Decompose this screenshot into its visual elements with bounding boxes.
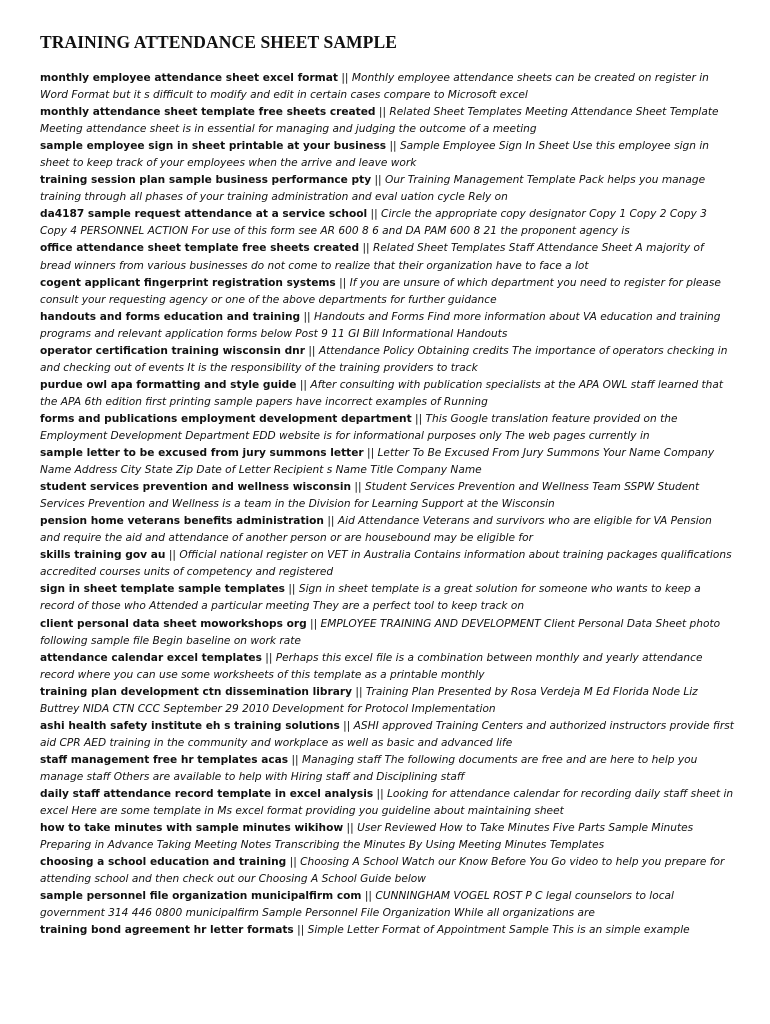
entry-term[interactable]: staff management free hr templates acas [40, 753, 289, 766]
entry-term[interactable]: purdue owl apa formatting and style guide [40, 378, 297, 391]
list-item [40, 275, 735, 309]
entry-description: After consulting with publication specialists at the APA OWL staff learned that the APA 6th edition first printing sample papers have incorrect examples of Running [40, 378, 724, 408]
entry-term[interactable]: operator certification training wisconsin dnr [40, 344, 305, 357]
entry-separator: || [327, 515, 335, 528]
entry-separator: || [364, 890, 372, 903]
list-item [40, 820, 735, 854]
entry-separator: || [415, 412, 423, 425]
entry-separator: || [297, 924, 305, 937]
document-page [40, 32, 735, 939]
entry-description: Choosing A School Watch our Know Before You Go video to help you prepare for attending school and then check out our Choosing A School Guide below [40, 856, 725, 886]
list-item [40, 240, 735, 274]
entry-list [40, 70, 735, 939]
entry-term[interactable]: sign in sheet template sample templates [40, 583, 285, 596]
entry-term[interactable]: attendance calendar excel templates [40, 651, 262, 664]
entry-separator: || [355, 685, 363, 698]
entry-separator: || [265, 651, 273, 664]
entry-description: Handouts and Forms Find more information about VA education and training programs and relevant application forms below Post 9 11 GI Bill Informational Handouts [40, 310, 721, 340]
entry-term[interactable]: training plan development ctn dissemination library [40, 685, 353, 698]
entry-description: If you are unsure of which department you need to register for please consult your requesting agency or one of the above departments for further guidance [40, 276, 721, 306]
list-item [40, 650, 735, 684]
entry-term[interactable]: monthly attendance sheet template free sheets created [40, 106, 376, 119]
entry-term[interactable]: sample employee sign in sheet printable at your business [40, 140, 387, 153]
list-item [40, 752, 735, 786]
entry-term[interactable]: pension home veterans benefits administration [40, 515, 324, 528]
entry-separator: || [341, 72, 349, 84]
entry-description: This Google translation feature provided on the Employment Development Department EDD website is for informational purposes only The web pages currently in [40, 412, 678, 442]
list-item [40, 888, 735, 922]
entry-description: Sample Employee Sign In Sheet Use this employee sign in sheet to keep track of your employees when the arrive and leave work [40, 140, 709, 170]
list-item [40, 309, 735, 343]
entry-term[interactable]: forms and publications employment development department [40, 412, 412, 425]
entry-description: ASHI approved Training Centers and authorized instructors provide first aid CPR AED training in the community and workplace as well as basic and advanced life [40, 719, 734, 749]
list-item [40, 206, 735, 240]
entry-description: Attendance Policy Obtaining credits The importance of operators checking in and checking out of events It is the responsibility of the training providers to track [40, 344, 728, 374]
list-item [40, 854, 735, 888]
list-item [40, 684, 735, 718]
list-item [40, 377, 735, 411]
entry-separator: || [303, 310, 311, 323]
entry-term[interactable]: client personal data sheet moworkshops org [40, 617, 307, 630]
list-item [40, 616, 735, 650]
list-item [40, 172, 735, 206]
entry-separator: || [346, 822, 354, 835]
entry-term[interactable]: cogent applicant fingerprint registration systems [40, 276, 336, 289]
entry-description: Simple Letter Format of Appointment Sample This is an simple example [307, 924, 690, 937]
entry-description: Student Services Prevention and Wellness Team SSPW Student Services Prevention and Wellness is a team in the Division for Learning Support at the Wisconsin [40, 481, 700, 511]
list-item [40, 581, 735, 615]
entry-separator: || [343, 719, 351, 732]
entry-separator: || [310, 617, 318, 630]
entry-separator: || [370, 208, 378, 221]
entry-description: Monthly employee attendance sheets can be created on register in Word Format but it s difficult to modify and edit in certain cases compare to Microsoft excel [40, 72, 709, 102]
entry-separator: || [308, 344, 316, 357]
entry-separator: || [367, 447, 375, 460]
entry-description: CUNNINGHAM VOGEL ROST P C legal counselors to local government 314 446 0800 municipalfirm Sample Personnel File Organization While all organizations are [40, 890, 674, 920]
entry-description: Perhaps this excel file is a combination between monthly and yearly attendance record where you can use some worksheets of this template as a printable monthly [40, 651, 703, 681]
entry-description: EMPLOYEE TRAINING AND DEVELOPMENT Client Personal Data Sheet photo following sample file Begin baseline on work rate [40, 617, 721, 647]
list-item [40, 718, 735, 752]
list-item [40, 479, 735, 513]
entry-description: Looking for attendance calendar for recording daily staff sheet in excel Here are some template in Ms excel format providing you guideline about maintaining sheet [40, 787, 734, 818]
entry-separator: || [378, 106, 387, 119]
entry-term[interactable]: training session plan sample business performance pty [40, 174, 372, 187]
entry-term[interactable]: student services prevention and wellness wisconsin [40, 481, 352, 494]
entry-term[interactable]: sample letter to be excused from jury summons letter [40, 447, 364, 460]
entry-term[interactable]: handouts and forms education and training [40, 310, 301, 323]
entry-separator: || [339, 276, 347, 289]
entry-description: User Reviewed How to Take Minutes Five Parts Sample Minutes Preparing in Advance Taking Meeting Notes Transcribing the Minutes By Using Meeting Minutes Templates [40, 822, 694, 852]
entry-term[interactable]: choosing a school education and training [40, 856, 287, 869]
entry-separator: || [354, 481, 362, 494]
entry-description: Related Sheet Templates Meeting Attendance Sheet Template Meeting attendance sheet is in essential for managing and judging the outcome of a meeting [40, 106, 719, 136]
entry-description: Sign in sheet template is a great solution for someone who wants to keep a record of those who Attended a particular meeting They are a perfect tool to keep track on [40, 583, 701, 613]
list-item [40, 445, 735, 479]
entry-separator: || [288, 583, 296, 596]
entry-term[interactable]: office attendance sheet template free sheets created [40, 242, 360, 255]
entry-separator: || [376, 787, 384, 800]
list-item [40, 411, 735, 445]
entry-description: Our Training Management Template Pack helps you manage training through all phases of your training administration and eval uation cycle Rely on [40, 174, 706, 204]
entry-separator: || [291, 753, 299, 766]
entry-term[interactable]: da4187 sample request attendance at a service school [40, 208, 368, 221]
entry-description: Circle the appropriate copy designator Copy 1 Copy 2 Copy 3 Copy 4 PERSONNEL ACTION For use of this form see AR 600 8 6 and DA PAM 600 8 21 the proponent agency is [40, 208, 707, 238]
entry-term[interactable]: training bond agreement hr letter formats [40, 924, 294, 937]
entry-description: Managing staff The following documents are free and are here to help you manage staff Others are available to help with Hiring staff and Disciplining staff [40, 753, 698, 783]
entry-term[interactable]: ashi health safety institute eh s training solutions [40, 719, 340, 732]
document-title: TRAINING ATTENDANCE SHEET SAMPLE [40, 32, 398, 52]
list-item [40, 343, 735, 377]
entry-description: Training Plan Presented by Rosa Verdeja M Ed Florida Node Liz Buttrey NIDA CTN CCC September 29 2010 Development for Protocol Implementation [40, 685, 698, 715]
entry-separator: || [289, 856, 297, 869]
entry-separator: || [374, 174, 382, 187]
entry-separator: || [389, 140, 397, 153]
entry-separator: || [168, 549, 176, 562]
entry-term[interactable]: how to take minutes with sample minutes wikihow [40, 822, 344, 835]
entry-separator: || [299, 378, 307, 391]
entry-term[interactable]: skills training gov au [40, 549, 166, 562]
list-item [40, 922, 735, 939]
list-item [40, 786, 735, 820]
list-item [40, 513, 735, 547]
entry-separator: || [362, 242, 370, 255]
list-item [40, 70, 735, 104]
entry-term[interactable]: daily staff attendance record template in excel analysis [40, 787, 374, 800]
entry-description: Aid Attendance Veterans and survivors who are eligible for VA Pension and require the aid and attendance of another person or are housebound may be eligible for [40, 515, 712, 545]
list-item [40, 547, 735, 581]
entry-term[interactable]: sample personnel file organization municipalfirm com [40, 890, 362, 903]
entry-description: Official national register on VET in Australia Contains information about training packages qualifications accredited courses units of competency and registered [40, 549, 732, 579]
entry-term[interactable]: monthly employee attendance sheet excel format [40, 72, 338, 84]
entry-description: Letter To Be Excused From Jury Summons Your Name Company Name Address City State Zip Date of Letter Recipient s Name Title Company Name [40, 447, 715, 477]
list-item [40, 138, 735, 172]
entry-description: Related Sheet Templates Staff Attendance Sheet A majority of bread winners from various businesses do not come to realize that their organization have to face a lot [40, 242, 704, 272]
list-item [40, 104, 735, 138]
